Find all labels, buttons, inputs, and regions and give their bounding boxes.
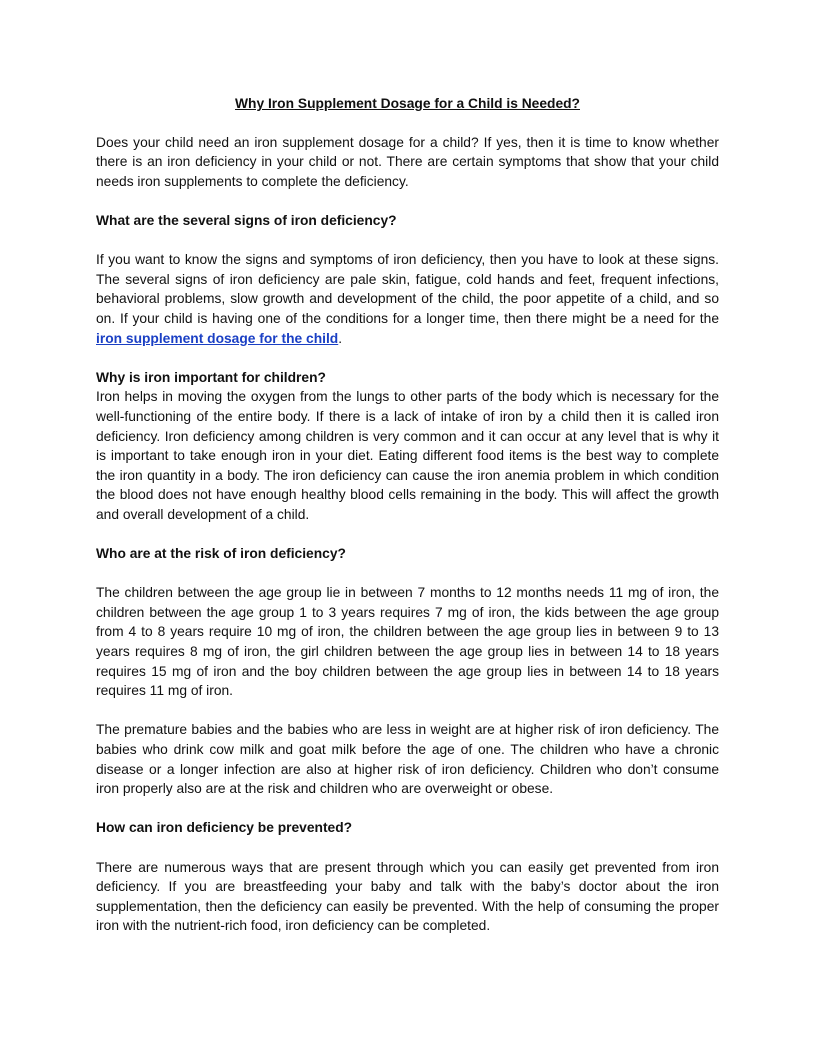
document-title: Why Iron Supplement Dosage for a Child is Needed? [235, 96, 580, 111]
section-heading-prevention: How can iron deficiency be prevented? [96, 820, 353, 836]
iron-supplement-link[interactable]: iron supplement dosage for the child [96, 330, 339, 346]
signs-text-end: . [338, 330, 343, 346]
prevention-paragraph: There are numerous ways that are present through which you can easily get prevented from iron deficiency. If you are breastfeeding your baby and talk with the baby’s doctor about the iron supplementation, then the deficiency can easily be prevented. With the help of consuming the proper iron with the nutrient-rich food, iron deficiency can be completed. [96, 859, 719, 934]
section-heading-risk: Who are at the risk of iron deficiency? [96, 546, 346, 562]
signs-paragraph [96, 250, 719, 348]
section-heading-importance: Why is iron important for children? [96, 369, 326, 385]
intro-paragraph: Does your child need an iron supplement dosage for a child? If yes, then it is time to know whether there is an iron deficiency in your child or not. There are certain symptoms that show that your child needs iron supplements to complete the deficiency. [96, 134, 719, 189]
signs-text: If you want to know the signs and symptoms of iron deficiency, then you have to look at these signs. The several signs of iron deficiency are pale skin, fatigue, cold hands and feet, frequent infections, behavioral problems, slow growth and development of the child, the poor appetite of a child, and so on. If your child is having one of the conditions for a longer time, then there might be a need for the [96, 252, 719, 326]
risk-paragraph-dosage: The children between the age group lie in between 7 months to 12 months needs 11 mg of iron, the children between the age group 1 to 3 years requires 7 mg of iron, the kids between the age group from 4 to 8 years require 10 mg of iron, the children between the age group lies in between 9 to 13 years requires 8 mg of iron, the girl children between the age group lies in between 14 to 18 years requires 15 mg of iron and the boy children between the age group lies in between 14 to 18 years requires 11 mg of iron. [96, 585, 719, 699]
section-heading-signs: What are the several signs of iron deficiency? [96, 212, 397, 228]
risk-paragraph-groups: The premature babies and the babies who are less in weight are at higher risk of iron deficiency. The babies who drink cow milk and goat milk before the age of one. The children who have a chronic disease or a longer infection are also at higher risk of iron deficiency. Children who don’t consume iron properly also are at the risk and children who are overweight or obese. [96, 722, 719, 797]
document-page [96, 94, 719, 936]
importance-paragraph: Iron helps in moving the oxygen from the lungs to other parts of the body which is necessary for the well-functioning of the entire body. If there is a lack of intake of iron by a child then it is called iron deficiency. Iron deficiency among children is very common and it can occur at any level that is why it is important to take enough iron in your diet. Eating different food items is the best way to complete the iron quantity in a body. The iron deficiency can cause the iron anemia problem in which condition the blood does not have enough healthy blood cells remaining in the body. This will affect the growth and overall development of a child. [96, 389, 719, 522]
